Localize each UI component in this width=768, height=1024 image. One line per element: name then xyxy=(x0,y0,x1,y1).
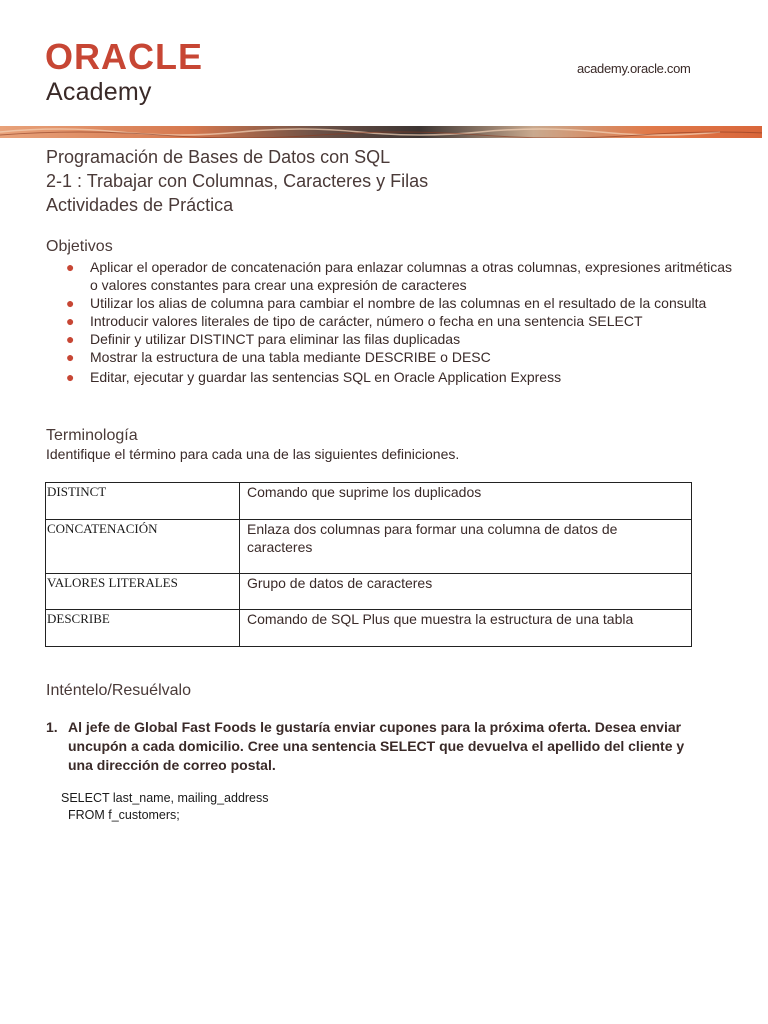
bullet-icon: ● xyxy=(66,369,75,385)
term-cell: VALORES LITERALES xyxy=(46,574,240,610)
terminology-table xyxy=(45,482,692,647)
list-item: ● Introducir valores literales de tipo de carácter, número o fecha en una sentencia SELECT xyxy=(66,313,643,329)
list-item: ● Definir y utilizar DISTINCT para eliminar las filas duplicadas xyxy=(66,331,461,347)
question-1 xyxy=(46,718,706,775)
objectives-heading: Objetivos xyxy=(46,238,113,255)
bullet-icon: ● xyxy=(66,259,75,275)
list-item: ● Editar, ejecutar y guardar las sentencias SQL en Oracle Application Express xyxy=(66,369,562,385)
bullet-icon: ● xyxy=(66,313,75,329)
table-row xyxy=(46,610,692,647)
table-row xyxy=(46,520,692,574)
sql-answer xyxy=(61,790,269,824)
question-text: Al jefe de Global Fast Foods le gustaría enviar cupones para la próxima oferta. Desea enviar uncupón a cada domicilio. Cree una sentencia SELECT que devuelva el apellido del cliente y una dirección de correo postal. xyxy=(68,719,685,773)
terminology-instructions: Identifique el término para cada una de las siguientes definiciones. xyxy=(46,446,460,462)
list-item: ● Utilizar los alias de columna para cambiar el nombre de las columnas en el resultado de la consulta xyxy=(66,295,707,311)
question-number: 1. xyxy=(46,719,58,735)
sql-line: SELECT last_name, mailing_address xyxy=(61,791,269,805)
bullet-icon: ● xyxy=(66,349,75,365)
table-row xyxy=(46,483,692,520)
svg-text:ORACLE: ORACLE xyxy=(45,40,203,72)
definition-cell: Enlaza dos columnas para formar una columna de datos de caracteres xyxy=(240,520,692,574)
term-cell: DISTINCT xyxy=(46,483,240,520)
oracle-wordmark xyxy=(45,40,223,72)
definition-cell: Comando de SQL Plus que muestra la estructura de una tabla xyxy=(240,610,692,647)
list-item: ● Mostrar la estructura de una tabla mediante DESCRIBE o DESC xyxy=(66,349,491,365)
table-row xyxy=(46,574,692,610)
activity-title: Actividades de Práctica xyxy=(46,195,234,215)
term-cell: DESCRIBE xyxy=(46,610,240,647)
sql-line: FROM f_customers; xyxy=(61,808,180,822)
bullet-icon: ● xyxy=(66,331,75,347)
list-item: ● Aplicar el operador de concatenación para enlazar columnas a otras columnas, expresiones aritméticas o valores constantes para crear una expresión de caracteres xyxy=(66,259,733,293)
lesson-title: 2-1 : Trabajar con Columnas, Caracteres y Filas xyxy=(46,171,429,191)
term-cell: CONCATENACIÓN xyxy=(46,520,240,574)
practice-heading: Inténtelo/Resuélvalo xyxy=(46,682,191,699)
definition-cell: Grupo de datos de caracteres xyxy=(240,574,692,610)
site-url: academy.oracle.com xyxy=(577,61,691,76)
academy-label: Academy xyxy=(46,78,152,106)
bullet-icon: ● xyxy=(66,295,75,311)
objectives-list xyxy=(46,258,736,386)
definition-cell: Comando que suprime los duplicados xyxy=(240,483,692,520)
course-title: Programación de Bases de Datos con SQL xyxy=(46,147,391,167)
decorative-banner xyxy=(0,126,762,138)
terminology-heading: Terminología xyxy=(46,427,138,444)
oracle-logo xyxy=(45,40,223,72)
